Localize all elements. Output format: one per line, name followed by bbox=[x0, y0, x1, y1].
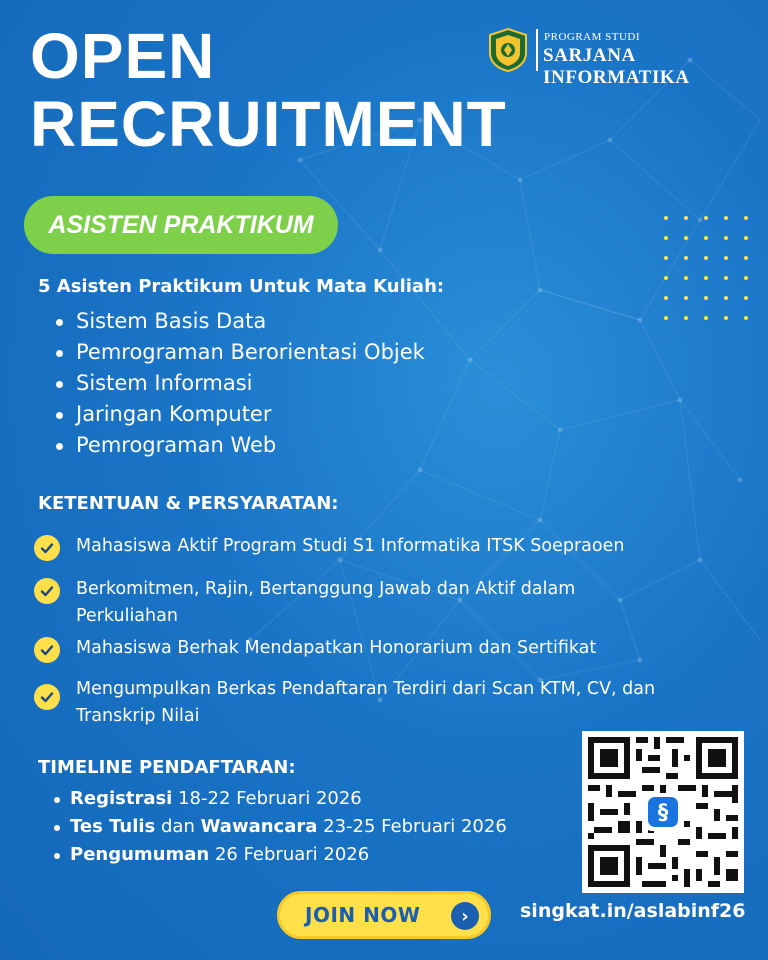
page-title bbox=[30, 22, 507, 158]
check-circle-icon bbox=[34, 578, 60, 604]
courses-list bbox=[52, 306, 425, 461]
program-logo bbox=[486, 27, 762, 88]
timeline-label: Tes Tulis bbox=[70, 816, 156, 837]
timeline-list bbox=[52, 785, 507, 869]
chevron-right-icon: › bbox=[451, 902, 479, 930]
timeline-item bbox=[52, 841, 507, 869]
check-circle-icon bbox=[34, 535, 60, 561]
course-item: Pemrograman Berorientasi Objek bbox=[52, 337, 425, 368]
course-item: Sistem Informasi bbox=[52, 368, 425, 399]
svg-text:§: § bbox=[657, 800, 669, 824]
timeline-item bbox=[52, 785, 507, 813]
requirement-item bbox=[34, 676, 704, 732]
requirement-item bbox=[34, 576, 704, 632]
title-line-open: OPEN bbox=[30, 20, 216, 92]
timeline-date: 23-25 Februari 2026 bbox=[323, 816, 507, 837]
requirement-item bbox=[34, 635, 704, 665]
requirement-text: Mahasiswa Aktif Program Studi S1 Informatika ITSK Soepraoen bbox=[76, 536, 625, 556]
requirement-text: Berkomitmen, Rajin, Bertanggung Jawab dan Aktif dalam Perkuliahan bbox=[76, 579, 576, 626]
requirement-text: Mengumpulkan Berkas Pendaftaran Terdiri dari Scan KTM, CV, dan Transkrip Nilai bbox=[76, 679, 656, 726]
position-badge-label: ASISTEN PRAKTIKUM bbox=[48, 210, 314, 239]
university-emblem-icon bbox=[486, 27, 530, 73]
course-item: Sistem Basis Data bbox=[52, 306, 425, 337]
registration-link[interactable]: singkat.in/aslabinf26 bbox=[520, 900, 746, 922]
timeline-label: Registrasi bbox=[70, 788, 173, 809]
timeline-item bbox=[52, 813, 507, 841]
requirement-text: Mahasiswa Berhak Mendapatkan Honorarium dan Sertifikat bbox=[76, 638, 597, 658]
timeline-connector: dan bbox=[160, 816, 195, 837]
logo-divider bbox=[536, 29, 538, 71]
timeline-heading: TIMELINE PENDAFTARAN: bbox=[38, 757, 296, 778]
logo-program-label: PROGRAM STUDI bbox=[544, 31, 641, 43]
courses-heading: 5 Asisten Praktikum Untuk Mata Kuliah: bbox=[38, 276, 445, 297]
check-circle-icon bbox=[34, 684, 60, 710]
timeline-label: Pengumuman bbox=[70, 844, 210, 865]
check-circle-icon bbox=[34, 637, 60, 663]
qr-code[interactable] bbox=[582, 731, 744, 893]
timeline-date: 18-22 Februari 2026 bbox=[178, 788, 362, 809]
dot-grid-decoration bbox=[660, 214, 750, 334]
requirement-item bbox=[34, 533, 704, 563]
title-line-recruitment: RECRUITMENT bbox=[30, 88, 507, 160]
requirements-heading: KETENTUAN & PERSYARATAN: bbox=[38, 493, 339, 514]
logo-program-name: SARJANA INFORMATIKA bbox=[543, 45, 690, 88]
course-item: Pemrograman Web bbox=[52, 430, 425, 461]
join-now-label: JOIN NOW bbox=[305, 903, 421, 927]
join-now-button[interactable] bbox=[277, 891, 491, 939]
qr-code-graphic bbox=[582, 731, 744, 893]
position-badge bbox=[24, 196, 338, 254]
timeline-label-secondary: Wawancara bbox=[200, 816, 318, 837]
timeline-date: 26 Februari 2026 bbox=[214, 844, 370, 865]
course-item: Jaringan Komputer bbox=[52, 399, 425, 430]
